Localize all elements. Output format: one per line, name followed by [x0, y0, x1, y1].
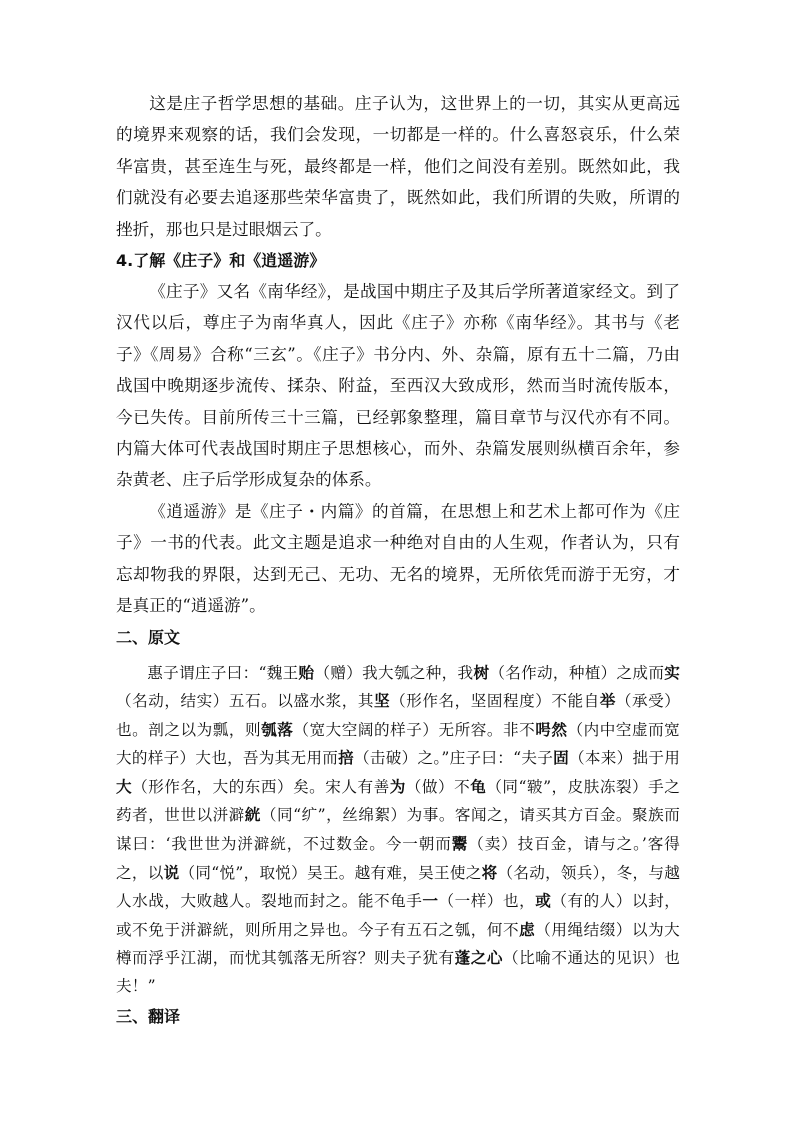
keyword: 大	[116, 776, 133, 796]
section-heading-translation: 三、翻译	[116, 1006, 181, 1026]
zhuangzi-paragraph: 《庄子》又名《南华经》，是战国中期庄子及其后学所著道家经文。到了汉代以后，尊庄子为南华真人，因此《庄子》亦称《南华经》。其书与《老子》《周易》合称“三玄”。《庄子》书分内、外、杂篇，原有五十二篇，乃由战国中晚期逐步流传、揉杂、附益，至西汉大致成形，然而当时流传版本，今已失传。目前所传三十三篇，已经郭象整理，篇目章节与汉代亦有不同。内篇大体可代表战国时期庄子思想核心，而外、杂篇发展则纵横百余年，参杂黄老、庄子后学形成复杂的体系。	[116, 282, 680, 490]
keyword: 鬻	[451, 834, 469, 854]
text-segment: （比喻不通达的见识）也夫！”	[116, 949, 680, 996]
text-segment: （形作名，坚固程度）不能自	[390, 692, 600, 711]
text-segment: （同“纩”，丝绵絮）为事。客闻之，请买其方百金。聚族而谋曰：‘我世世为洴澼絖，不过数金。今一朝而	[116, 806, 680, 854]
text-segment: （有的人）以封，或不免于洴澼絖，则所用之异也。今子有五石之瓠，何不	[116, 892, 680, 939]
keyword: 坚	[373, 691, 391, 711]
text-segment: （内中空虚而宽大的样子）大也，吾为其无用而	[116, 720, 680, 768]
text-segment: （用绳结缀）以为大樽而浮乎江湖，而忧其瓠落无所容？则夫子犹有	[116, 920, 680, 968]
keyword: 将	[481, 862, 498, 882]
text-segment: （卖）技百金，请与之。’客得之，以	[116, 835, 680, 882]
keyword: 呺然	[535, 719, 568, 739]
original-text	[116, 659, 680, 1001]
keyword: 固	[553, 748, 569, 768]
keyword: 絖	[244, 805, 261, 825]
section-heading-4: 4.了解《庄子》和《逍遥游》	[116, 251, 326, 271]
keyword: 虑	[519, 919, 536, 939]
text-segment: （击破）之。”庄子曰：“夫子	[354, 749, 554, 768]
keyword: 蓬之心	[454, 948, 503, 968]
keyword: 贻	[298, 662, 315, 682]
text-segment: 惠子谓庄子曰：“魏王	[147, 663, 299, 682]
text-segment: （承受）也。剖之以为瓢，则	[116, 692, 680, 739]
keyword: 或	[535, 891, 552, 911]
xiaoyaoyou-paragraph: 《逍遥游》是《庄子・内篇》的首篇，在思想上和艺术上都可作为《庄子》一书的代表。此文主题是追求一种绝对自由的人生观，作者认为，只有忘却物我的界限，达到无己、无功、无名的境界，无所依凭而游于无穷，才是真正的“逍遥游”。	[116, 501, 680, 616]
intro-paragraph: 这是庄子哲学思想的基础。庄子认为，这世界上的一切，其实从更高远的境界来观察的话，我们会发现，一切都是一样的。什么喜怒哀乐，什么荣华富贵，甚至连生与死，最终都是一样，他们之间没有差别。既然如此，我们就没有必要去追逐那些荣华富贵了，既然如此，我们所谓的失败，所谓的挫折，那也只是过眼烟云了。	[116, 94, 680, 239]
text-segment: （做）不	[405, 777, 471, 796]
section-heading-original: 二、原文	[116, 627, 181, 647]
keyword: 说	[163, 862, 180, 882]
text-segment: （宽大空阔的样子）无所容。非不	[293, 720, 536, 739]
text-segment: （本来）拙于用	[569, 749, 680, 768]
keyword: 为	[389, 776, 406, 796]
keyword: 实	[664, 662, 681, 682]
text-segment: （名动，结实）五石。以盛水浆，其	[116, 692, 374, 711]
keyword: 掊	[338, 748, 355, 768]
keyword: 一	[422, 891, 439, 911]
document-page	[116, 88, 680, 1032]
text-segment: （名动，领兵），冬，与越人水战，大败越人。裂地而封之。能不龟手	[116, 863, 681, 911]
text-segment: （同“悦”，取悦）吴王。越有难，吴王使之	[179, 863, 482, 882]
text-segment: （赠）我大瓠之种，我	[314, 663, 474, 682]
text-segment: （一样）也，	[438, 892, 536, 911]
text-segment: （名作动，种植）之成而	[489, 663, 665, 682]
text-segment: （同“皲”，皮肤冻裂）手之药者，世世以洴澼	[116, 777, 681, 825]
keyword: 瓠落	[261, 719, 294, 739]
keyword: 龟	[470, 776, 487, 796]
keyword: 举	[599, 691, 616, 711]
keyword: 树	[473, 662, 490, 682]
text-segment: （形作名，大的东西）矣。宋人有善	[132, 777, 390, 796]
